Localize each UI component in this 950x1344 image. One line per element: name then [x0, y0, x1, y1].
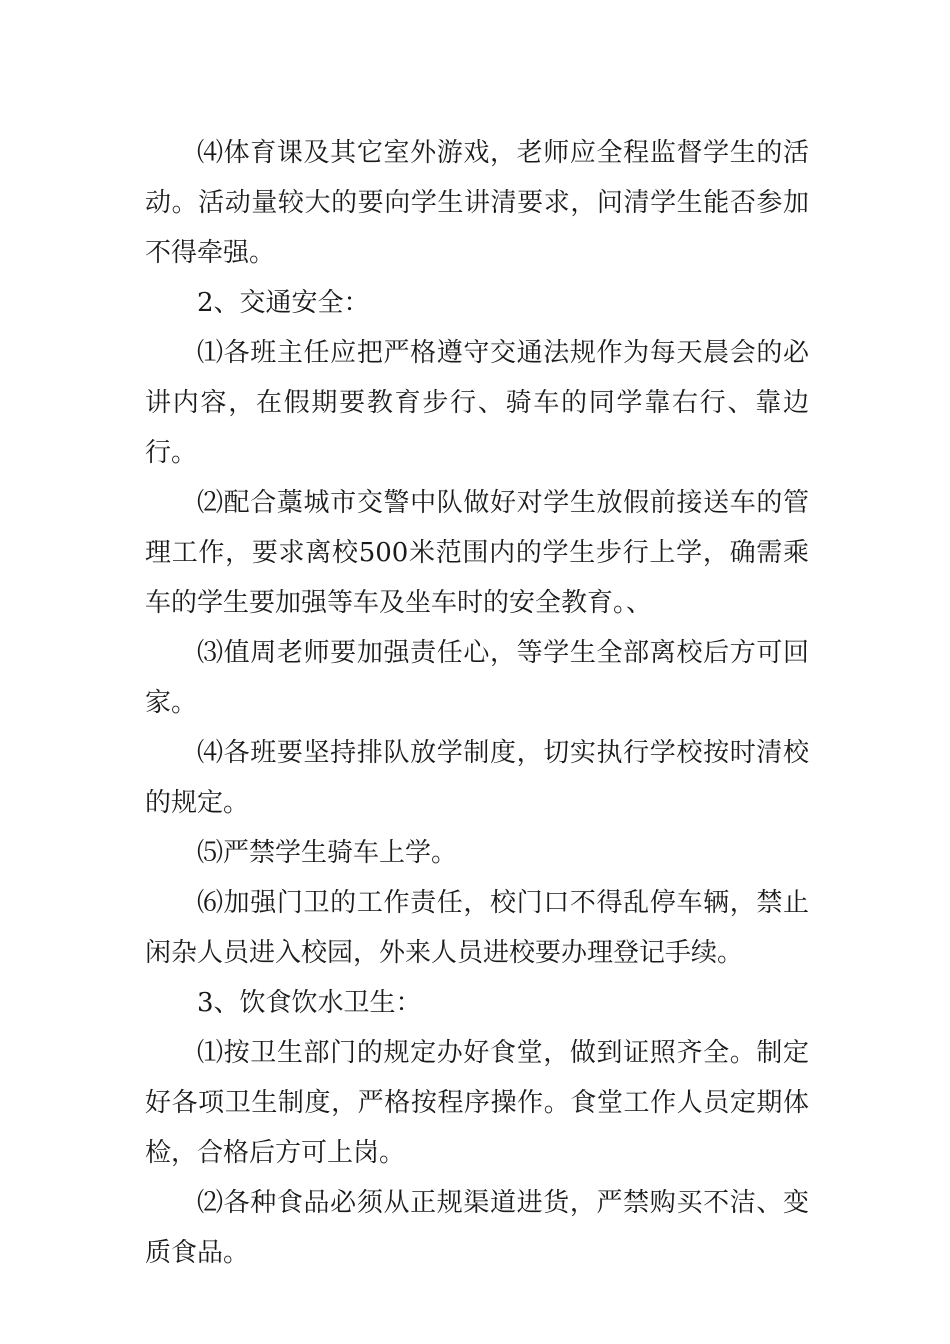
paragraph-queue-dismissal: ⑷各班要坚持排队放学制度，切实执行学校按时清校的规定。	[145, 738, 809, 818]
paragraph-canteen-rules: ⑴按卫生部门的规定办好食堂，做到证照齐全。制定好各项卫生制度，严格按程序操作。食堂工作人员定期体检，合格后方可上岗。	[145, 1038, 809, 1168]
paragraph-pe-class-supervision: ⑷体育课及其它室外游戏，老师应全程监督学生的活动。活动量较大的要向学生讲清要求，问清学生能否参加不得牵强。	[145, 138, 809, 268]
paragraph-shuttle-management: ⑵配合藁城市交警中队做好对学生放假前接送车的管理工作，要求离校500米范围内的学生步行上学，确需乘车的学生要加强等车及坐车时的安全教育。、	[145, 488, 809, 618]
paragraph-no-cycling: ⑸严禁学生骑车上学。	[197, 838, 458, 868]
document-body	[145, 128, 809, 1278]
heading-traffic-safety: 2、交通安全：	[197, 288, 370, 318]
paragraph-traffic-rules: ⑴各班主任应把严格遵守交通法规作为每天晨会的必讲内容，在假期要教育步行、骑车的同学靠右行、靠边行。	[145, 338, 809, 468]
heading-food-hygiene: 3、饮食饮水卫生：	[197, 988, 422, 1018]
paragraph-food-sourcing: ⑵各种食品必须从正规渠道进货，严禁购买不洁、变质食品。	[145, 1188, 809, 1268]
paragraph-duty-teacher: ⑶值周老师要加强责任心，等学生全部离校后方可回家。	[145, 638, 809, 718]
paragraph-gate-guard: ⑹加强门卫的工作责任，校门口不得乱停车辆，禁止闲杂人员进入校园，外来人员进校要办理登记手续。	[145, 888, 809, 968]
